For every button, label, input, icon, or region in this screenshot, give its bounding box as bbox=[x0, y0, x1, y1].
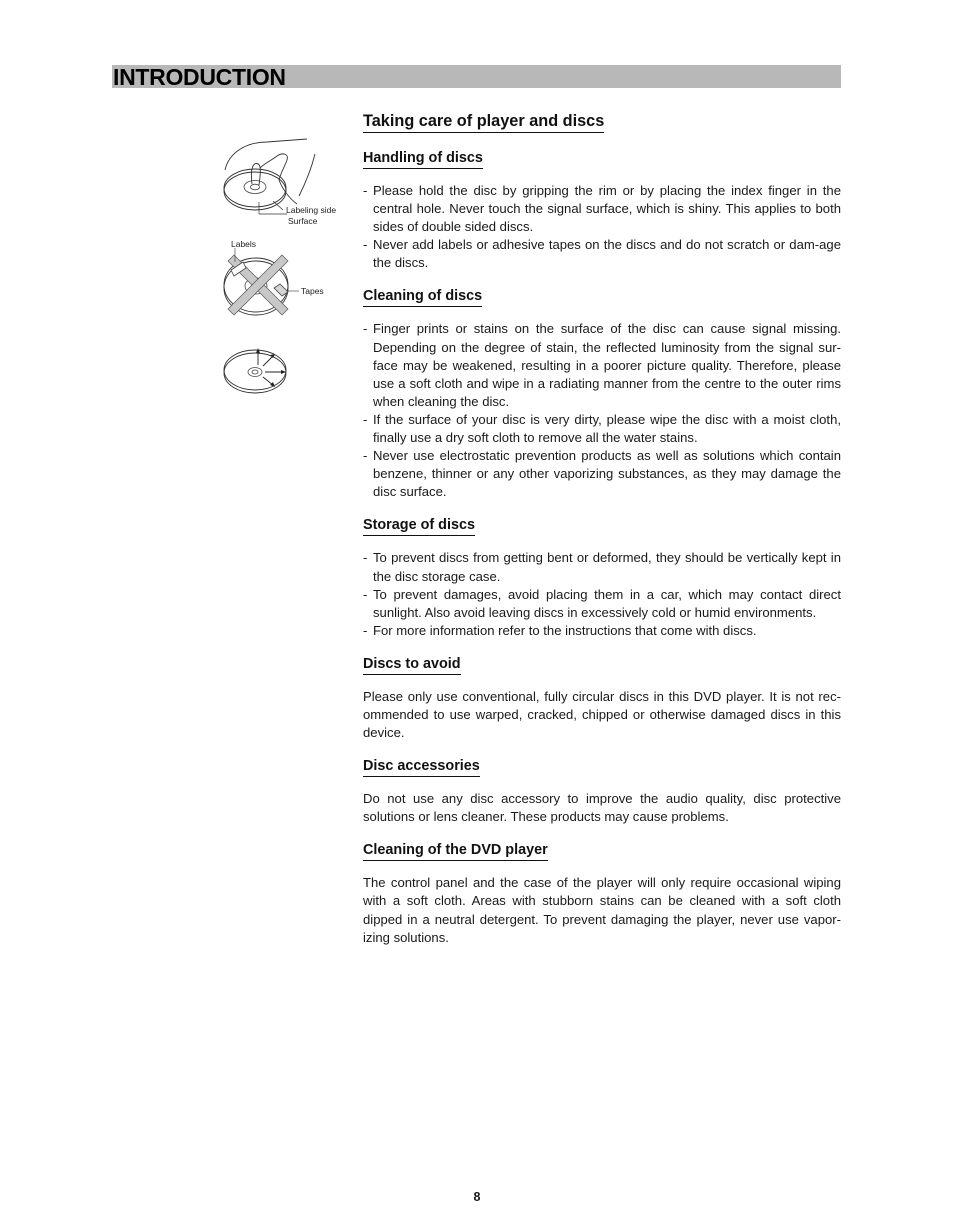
labels-label: Labels bbox=[231, 239, 257, 249]
discs-to-avoid-text: Please only use conventional, fully circular discs in this DVD player. It is not rec-ommended to use warped, cracked, chipped or otherwise damaged discs in this device. bbox=[363, 688, 841, 741]
storage-list bbox=[363, 549, 841, 639]
cleaning-player-section bbox=[363, 841, 841, 946]
disc-illustrations bbox=[215, 130, 350, 410]
cleaning-discs-section bbox=[363, 287, 841, 501]
disc-accessories-text: Do not use any disc accessory to improve the audio quality, disc protective solutions or lens cleaner. These products may cause problems. bbox=[363, 791, 841, 825]
cleaning-discs-list bbox=[363, 320, 841, 501]
discs-to-avoid-heading: Discs to avoid bbox=[363, 656, 461, 675]
list-item: - To prevent discs from getting bent or deformed, they should be vertically kept in the disc storage case. bbox=[363, 549, 841, 585]
disc-accessories-section bbox=[363, 757, 841, 826]
section-title: INTRODUCTION bbox=[113, 64, 286, 90]
radial-cleaning-illustration bbox=[215, 345, 350, 405]
cleaning-discs-heading: Cleaning of discs bbox=[363, 288, 482, 307]
handling-list bbox=[363, 182, 841, 272]
list-item: - Please hold the disc by gripping the rim or by placing the index finger in the central hole. Never touch the signal surface, which is shiny. This applies to both sides of double sided discs. bbox=[363, 182, 841, 236]
list-item: - Never add labels or adhesive tapes on the discs and do not scratch or dam-age the discs. bbox=[363, 236, 841, 272]
list-item: - Never use electrostatic prevention products as well as solutions which contain benzene, thinner or any other vaporizing substances, as they may damage the disc surface. bbox=[363, 447, 841, 501]
labeling-side-label: Labeling side bbox=[286, 205, 337, 215]
list-item: - For more information refer to the instructions that come with discs. bbox=[363, 622, 841, 640]
handling-section bbox=[363, 149, 841, 272]
no-labels-tapes-illustration bbox=[215, 248, 350, 328]
cleaning-player-text: The control panel and the case of the player will only require occasional wiping with a soft cloth. Areas with stubborn stains can be cleaned with a soft cloth dipped in a neutral detergent. To prevent damaging the player, never use vapor-izing solutions. bbox=[363, 875, 841, 945]
page-number: 8 bbox=[473, 1190, 481, 1204]
cleaning-player-heading: Cleaning of the DVD player bbox=[363, 842, 548, 861]
tapes-label: Tapes bbox=[301, 286, 324, 296]
surface-label: Surface bbox=[288, 216, 318, 226]
main-content bbox=[363, 112, 841, 947]
list-item: - To prevent damages, avoid placing them in a car, which may contact direct sunlight. Also avoid leaving discs in excessively cold or humid environments. bbox=[363, 586, 841, 622]
list-item: - If the surface of your disc is very dirty, please wipe the disc with a moist cloth, finally use a dry soft cloth to remove all the water stains. bbox=[363, 411, 841, 447]
disc-accessories-heading: Disc accessories bbox=[363, 758, 480, 777]
storage-section bbox=[363, 516, 841, 639]
discs-to-avoid-section bbox=[363, 655, 841, 742]
storage-heading: Storage of discs bbox=[363, 517, 475, 536]
handling-heading: Handling of discs bbox=[363, 150, 483, 169]
list-item: - Finger prints or stains on the surface of the disc can cause signal missing. Depending on the degree of stain, the reflected luminosity from the signal sur-face may be weakened, resulting in a poorer picture quality. Therefore, please use a soft cloth and wipe in a radiating manner from the centre to the outer rims when cleaning the disc. bbox=[363, 320, 841, 410]
main-heading: Taking care of player and discs bbox=[363, 112, 604, 133]
